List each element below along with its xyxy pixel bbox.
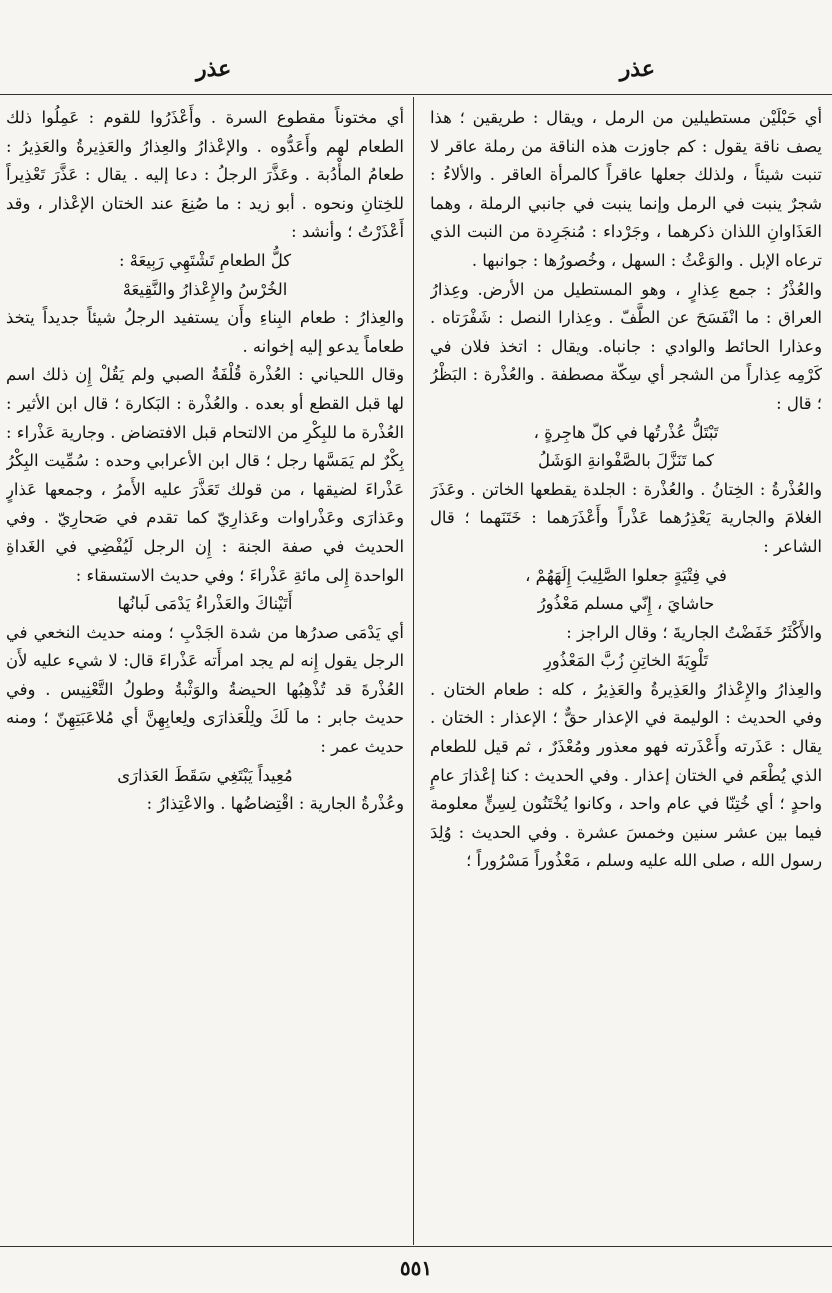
paragraph: والعِذارُ : طعام البِناءِ وأَن يستفيد الرجلُ شيئاً جديداً يتخذ طعاماً يدعو إليه إخوانه . (6, 308, 404, 356)
verse-line: الخُرْسُ والإِعْذارُ والنَّقِيعَهْ (122, 279, 288, 299)
left-column (6, 104, 404, 1244)
paragraph: والعِذارُ والإِعْذارُ والعَذِيرةُ والعَذِيرُ ، كله : طعام الختان . وفي الحديث : الوليمة في الإعذار حقٌّ ؛ الإعذار : الختان . يقال : عَذَرته وأَعْذَرته فهو معذور ومُعْذَرٌ ، ثم قيل للطعام الذي يُطْعَم في الختان إعذار . وفي الحديث : كنا إعْذارَ عامٍ واحدٍ ؛ أي خُتِنّا في عام واحد ، وكانوا يُخْتَنُون لِسِنٍّ معلومة فيما بين عشر سنين وخمسَ عشرة . وفي الحديث : وُلِدَ رسول الله ، صلى الله عليه وسلم ، مَعْذُوراً مَسْرُوراً ؛ (430, 679, 822, 871)
paragraph: والعُذْرُ : جمع عِذارٍ ، وهو المستطيل من الأرض. وعِذارُ العراق : ما انْفَسَحَ عن الطَّفّ . وعِذارا النصل : شَفْرَتاه . وعذارا الحائط والوادي : جانباه. ويقال : اتخذ فلان في كَرْمِه عِذاراً من الشجر أي سِكّة مصطفة . والعُذْرة : البَظْرُ ؛ قال : (430, 279, 822, 413)
page-number: ٥٥١ (399, 1256, 433, 1280)
paragraph: والعُذْرةُ : الخِتانُ . والعُذْرة : الجلدة يقطعها الخاتن . وعَذَرَ الغلامَ والجارية يَعْذِرُهما عَذْراً وأَعْذَرَهما : خَتَنَهما ؛ قال الشاعر : (430, 479, 822, 556)
paragraph: وقال اللحياني : العُذْرة قُلْفَةُ الصبي ولم يَقُلْ إِن ذلك اسم لها قبل القطع أو بعده . والعُذْرة : البَكارة ؛ قال ابن الأثير : العُذْرة ما للبِكْرِ من الالتحام قبل الافتضاض . وجارية عَذْراء : بِكْرٌ لم يَمَسَّها رجل ؛ قال ابن الأعرابي وحده : سُمِّيت البِكْرُ عَذْراءَ لضيقها ، من قولك تَعَذَّرَ عليه الأَمرُ ، وجمعها عَذارٍ وعَذارَى وعَذْراوات وعَذارِيّ كما تقدم في صَحارِيّ . وفي الحديث في صفة الجنة : إِن الرجل لَيُفْضِي في الغَداةِ الواحدة إِلى مائةِ عَذْراءَ ؛ وفي حديث الاستسقاء : (6, 365, 404, 585)
paragraph: أي مختوناً مقطوع السرة . وأَعْذَرُوا للقوم : عَمِلُوا ذلك الطعام لهم وأَعَدُّوه . والإعْذارُ والعِذارُ والعَذِيرةُ والعَذِيرُ : طعامُ المأْدُبة . وعَذَّرَ الرجلُ : دعا إليه . يقال : عَذَّرَ تَعْذِيراً للخِتانِ ونحوه . أبو زيد : ما صُنِعَ عند الختان الإعْذار ، وقد أَعْذَرْتُ ؛ وأنشد : (6, 108, 404, 242)
paragraph: والأَكْثَرُ خَفَضْتُ الجاريةَ ؛ وقال الراجز : (566, 622, 822, 642)
paragraph: أي حَبْلَيْن مستطيلين من الرمل ، ويقال : طريقين ؛ هذا يصف ناقة يقول : كم جاوزت هذه الناقة من رملة عاقر لا تنبت شيئاً ، ولذلك جعلها عاقراً كالمرأة العاقر . والألاءُ : شجرٌ ينبت في الرمل وإنما ينبت في جانبي الرملة ، وهما العَذَاوانِ اللذان ذكرهما ، وجَرْداء : مُنجَرِدة من النبت الذي ترعاه الإبل . والوَعْثُ : السهل ، وخُصورُها : جوانبها . (430, 108, 822, 270)
verse-line: تَبْتَلُّ عُذْرتُها في كلّ هاجِرةٍ ، (533, 422, 719, 442)
verse-line: مُعِيداً يَبْتَغِي سَقَطَ العَذارَى (117, 765, 293, 785)
header-word-left: عذر (196, 56, 232, 82)
footer-rule (0, 1246, 832, 1247)
paragraph: وعُذْرةُ الجارية : اقْتِضاضُها . والاعْتِذارُ : (146, 794, 404, 814)
header-rule (0, 94, 832, 95)
verse-line: أَتَيْناكَ والعَذْراءُ يَدْمَى لَبانُها (117, 594, 293, 614)
verse-line: في فِتْيَةٍ جعلوا الصَّلِيبَ إِلَهَهُمْ ، (525, 565, 727, 585)
verse-line: حاشايَ ، إِنّي مسلم مَعْذُورُ (537, 594, 715, 614)
column-divider (413, 97, 414, 1245)
verse-line: تَلْوِيَةَ الخاتِنِ زُبَّ المَعْذُورِ (543, 651, 709, 671)
verse-line: كلُّ الطعامِ تَشْتَهِي رَبِيعَهْ : (118, 250, 292, 270)
header-word-right: عذر (619, 56, 655, 82)
right-column (430, 104, 822, 1244)
paragraph: أي يَدْمَى صدرُها من شدة الجَدْبِ ؛ ومنه حديث النخعي في الرجل يقول إِنه لم يجد امرأَته عَذْراءَ قال: لا شيء عليه لأَن العُذْرةَ قد تُذْهِبُها الحيضةُ والوَثْبةُ وطولُ التَّعْنِيس . وفي حديث جابر : ما لَكَ ولِلْعَذارَى ولِعابِهِنَّ أي مُلاعَبَتِهِنّ ؛ ومنه حديث عمر : (6, 622, 404, 757)
verse-line: كما تَنَزَّلَ بالصَّفْوانةِ الوَشَلُ (538, 451, 714, 471)
